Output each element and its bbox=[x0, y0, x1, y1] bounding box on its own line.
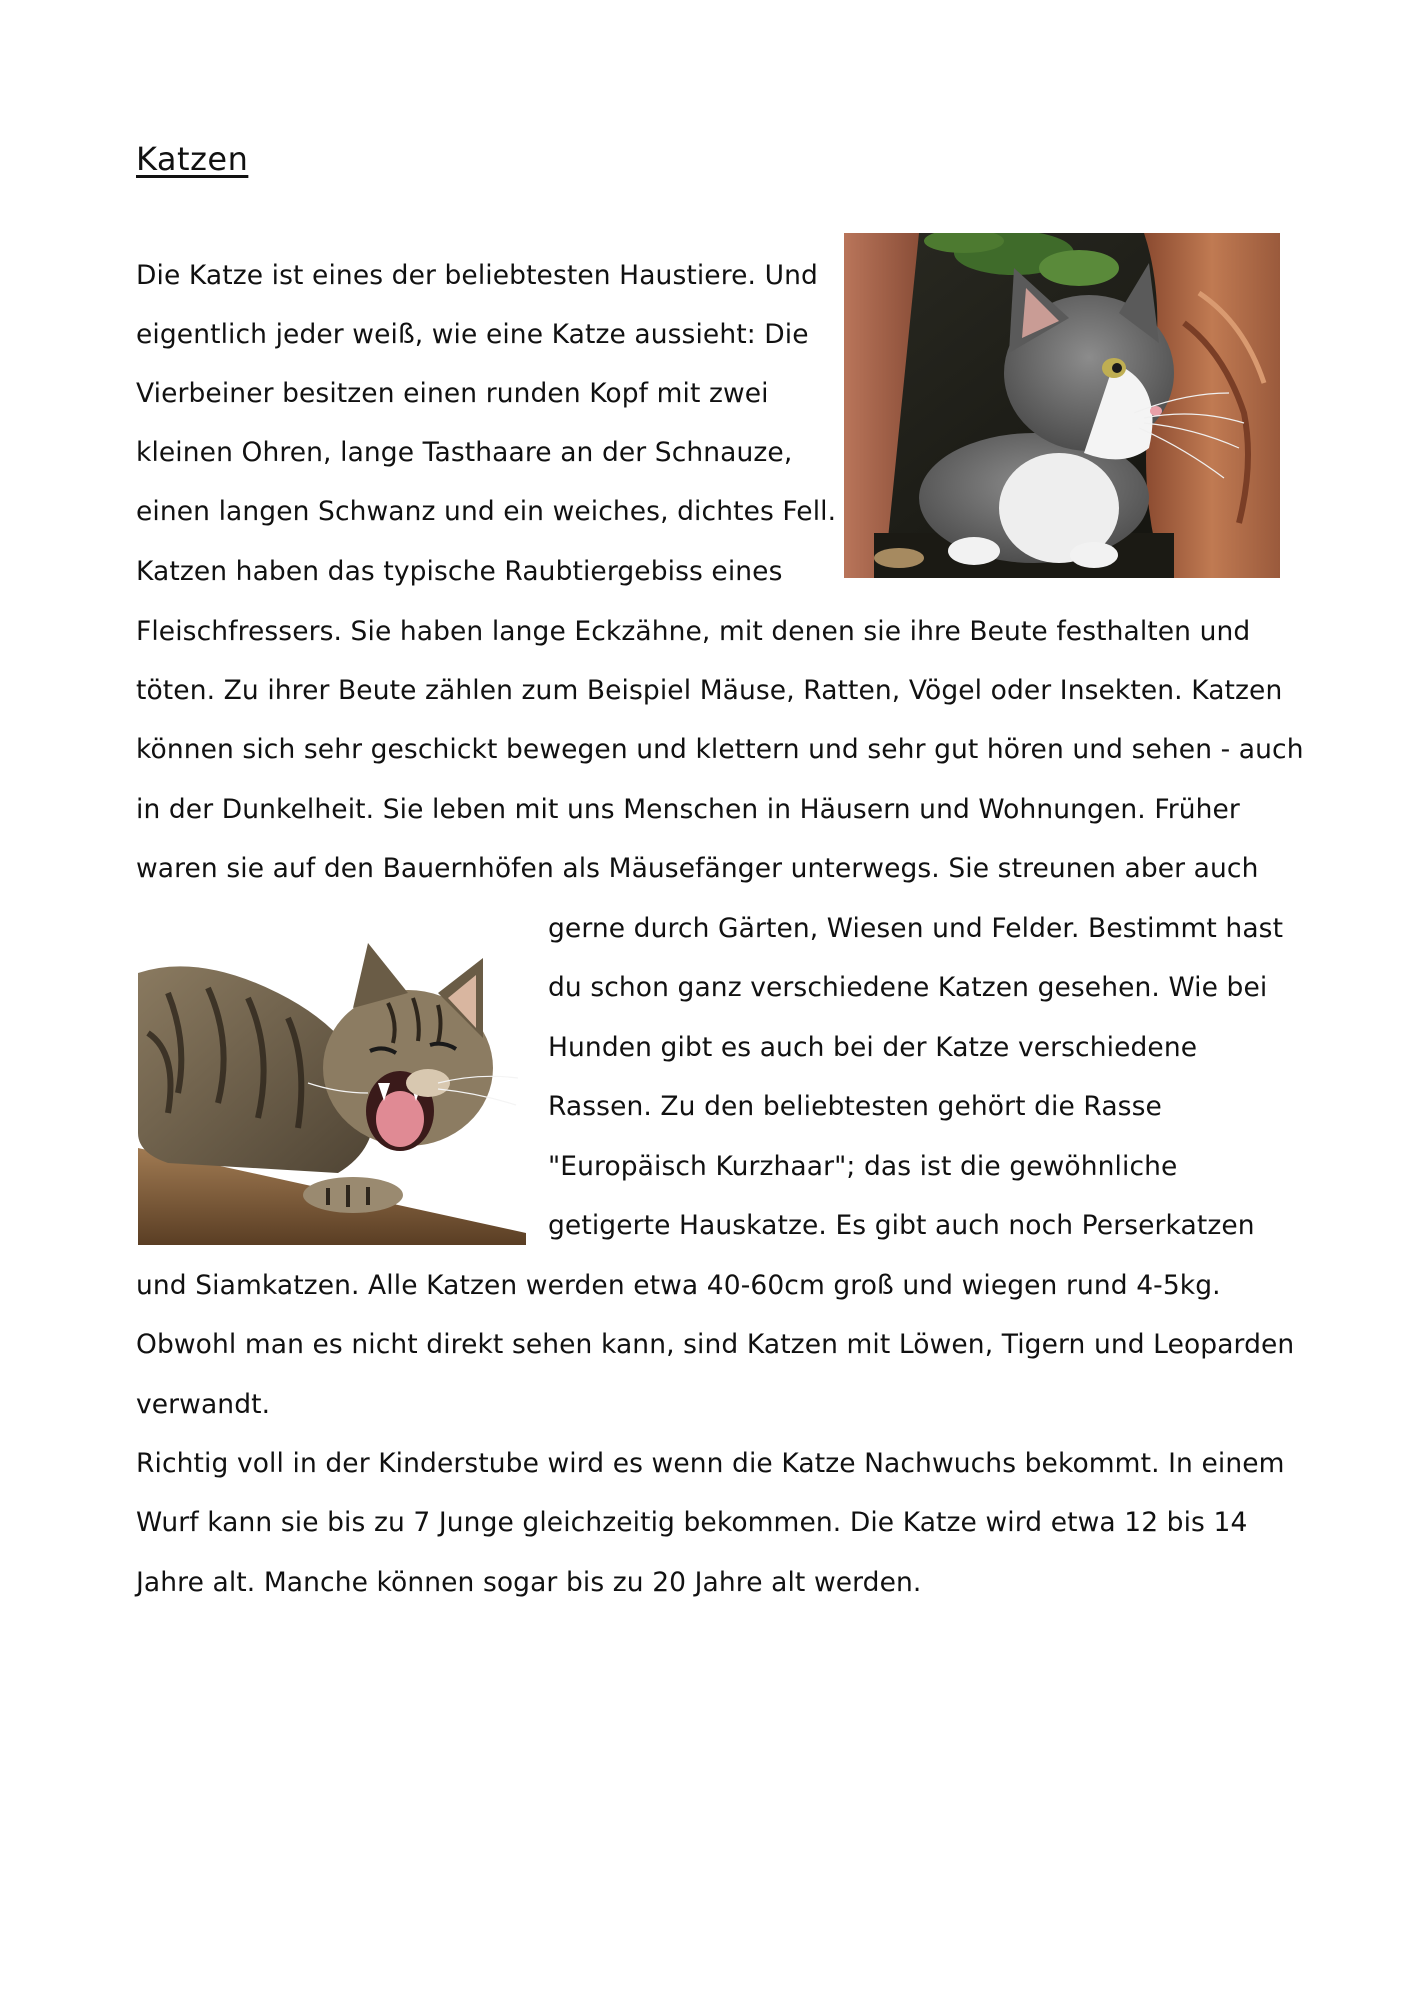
text-line: waren sie auf den Bauernhöfen als Mäusefänger unterwegs. Sie streunen aber auch bbox=[136, 853, 1259, 884]
text-line: einen langen Schwanz und ein weiches, dichtes Fell. bbox=[136, 496, 837, 527]
text-line: du schon ganz verschiedene Katzen gesehen. Wie bei bbox=[548, 972, 1268, 1003]
text-line: kleinen Ohren, lange Tasthaare an der Schnauze, bbox=[136, 437, 793, 468]
text-line: Obwohl man es nicht direkt sehen kann, sind Katzen mit Löwen, Tigern und Leoparden bbox=[136, 1329, 1295, 1360]
text-line: Rassen. Zu den beliebtesten gehört die Rasse bbox=[548, 1091, 1162, 1122]
text-line: Die Katze ist eines der beliebtesten Haustiere. Und bbox=[136, 260, 818, 291]
text-line: "Europäisch Kurzhaar"; das ist die gewöhnliche bbox=[548, 1151, 1178, 1182]
text-line: Wurf kann sie bis zu 7 Junge gleichzeitig bekommen. Die Katze wird etwa 12 bis 14 bbox=[136, 1507, 1248, 1538]
yawning-tabby-photo bbox=[138, 933, 526, 1245]
kitten-photo bbox=[844, 233, 1280, 578]
text-line: Jahre alt. Manche können sogar bis zu 20 Jahre alt werden. bbox=[136, 1567, 922, 1598]
text-line: und Siamkatzen. Alle Katzen werden etwa 40-60cm groß und wiegen rund 4-5kg. bbox=[136, 1270, 1221, 1301]
text-line: töten. Zu ihrer Beute zählen zum Beispiel Mäuse, Ratten, Vögel oder Insekten. Katzen bbox=[136, 675, 1283, 706]
text-line: eigentlich jeder weiß, wie eine Katze aussieht: Die bbox=[136, 319, 809, 350]
text-line: in der Dunkelheit. Sie leben mit uns Menschen in Häusern und Wohnungen. Früher bbox=[136, 794, 1240, 825]
text-line: Richtig voll in der Kinderstube wird es wenn die Katze Nachwuchs bekommt. In einem bbox=[136, 1448, 1285, 1479]
text-line: getigerte Hauskatze. Es gibt auch noch Perserkatzen bbox=[548, 1210, 1255, 1241]
text-line: können sich sehr geschickt bewegen und klettern und sehr gut hören und sehen - auch bbox=[136, 734, 1304, 765]
text-line: gerne durch Gärten, Wiesen und Felder. Bestimmt hast bbox=[548, 913, 1284, 944]
text-line: Hunden gibt es auch bei der Katze verschiedene bbox=[548, 1032, 1198, 1063]
text-line: Fleischfressers. Sie haben lange Eckzähne, mit denen sie ihre Beute festhalten und bbox=[136, 616, 1251, 647]
page-title: Katzen bbox=[136, 140, 249, 178]
text-line: verwandt. bbox=[136, 1389, 271, 1420]
text-line: Vierbeiner besitzen einen runden Kopf mit zwei bbox=[136, 378, 769, 409]
text-line: Katzen haben das typische Raubtiergebiss eines bbox=[136, 556, 783, 587]
